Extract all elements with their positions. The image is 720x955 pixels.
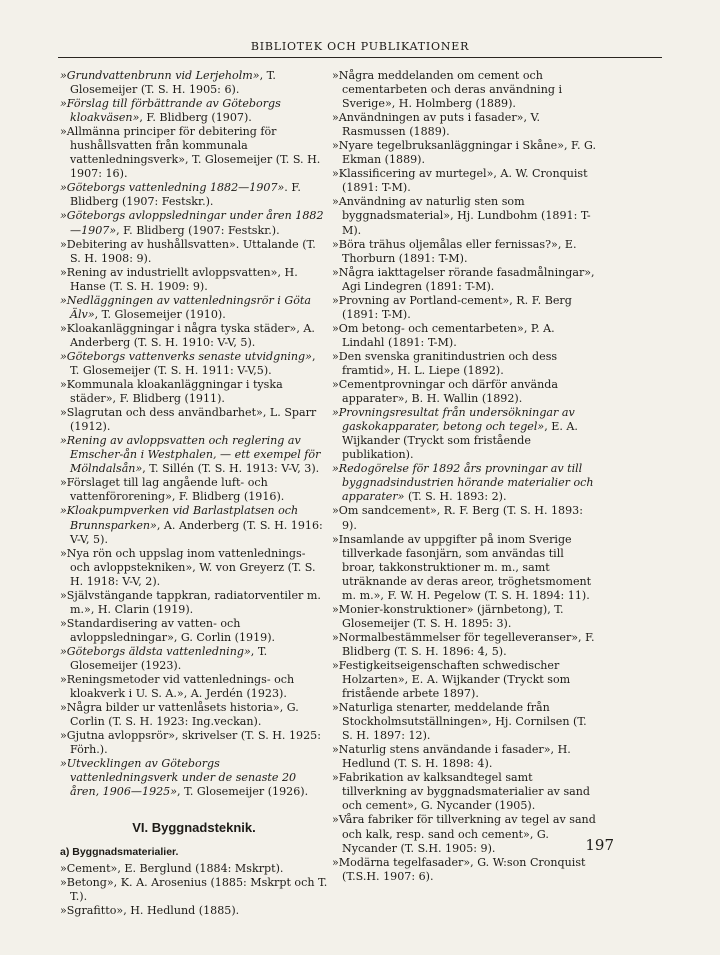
section-entry-list [60,862,328,918]
entry-text: »Slagrutan och dess användbarhet», L. Sparr (1912). [60,406,317,434]
entry-text: »Våra fabriker för tillverkning av tegel av sand och kalk, resp. sand och cement», G. Nycander (T. S.H. 1905: 9). [332,813,596,855]
bibliography-entry [60,69,328,97]
entry-title-italic: »Göteborgs vattenverks senaste utvidgning» [60,349,312,363]
bibliography-entry [60,97,328,125]
entry-text: »Betong», K. A. Arosenius (1885: Mskrpt och T. T.). [60,875,328,903]
entry-text: »Debitering av hushållsvatten». Uttalande (T. S. H. 1908: 9). [60,237,316,265]
bibliography-entry [332,378,600,406]
bibliography-entry [332,701,600,743]
bibliography-entry [60,125,328,181]
bibliography-entry [332,504,600,532]
entry-text: »Sgrafitto», H. Hedlund (1885). [60,903,240,917]
bibliography-entry [60,729,328,757]
bibliography-entry [60,617,328,645]
entry-text: »Om sandcement», R. F. Berg (T. S. H. 1893: 9). [332,504,583,532]
entry-text: »Klassificering av murtegel», A. W. Cronquist (1891: T-M). [332,167,588,195]
bibliography-entry [60,876,328,904]
entry-text: (T. S. H. 1893: 2). [404,490,507,504]
entry-text: »Några meddelanden om cement och cementarbeten och deras användning i Sverige», H. Holmberg (1889). [332,69,563,111]
bibliography-entry [60,434,328,476]
entry-text: , T. Glosemeijer (T. S. H. 1905: 6). [70,69,276,97]
entry-title-italic: »Göteborgs avloppsledningar under åren 1882—1907» [60,209,324,237]
entry-text: »Gjutna avloppsrör», skrivelser (T. S. H. 1925: Förh.). [60,729,321,757]
entry-text: »Normalbestämmelser för tegelleveranser», F. Blidberg (T. S. H. 1896: 4, 5). [332,630,595,658]
entry-text: , T. Glosemeijer (1923). [70,644,268,672]
entry-text: »Monier-konstruktioner» (järnbetong), T. Glosemeijer (T. S. H. 1895: 3). [332,602,564,630]
bibliography-entry [60,378,328,406]
entry-text: , F. Blidberg (1907: Festskr.). [116,223,280,237]
bibliography-entry [332,294,600,322]
entry-text: »Nyare tegelbruksanläggningar i Skåne», F. G. Ekman (1889). [332,139,597,167]
entry-text: , T. Glosemeijer (1910). [94,307,226,321]
bibliography-entry [332,533,600,603]
bibliography-entry [332,322,600,350]
bibliography-entry [332,856,600,884]
entry-title-italic: »Göteborgs äldsta vattenledning» [60,644,251,658]
entry-text: »Festigkeitseigenschaften schwedischer Holzarten», E. A. Wijkander (Tryckt som fristående arbete 1897). [332,658,571,701]
entry-text: »Standardisering av vatten- och avloppsledningar», G. Corlin (1919). [60,616,276,644]
entry-text: , T. Glosemeijer (1926). [177,785,309,799]
bibliography-entry [60,406,328,434]
bibliography-entry [332,462,600,504]
entry-text: »Några iakttagelser rörande fasadmålningar», Agi Lindegren (1891: T-M). [332,265,595,293]
entry-text: , T. Glosemeijer (T. S. H. 1911: V-V,5). [70,349,316,377]
entry-text: »Nya rön och uppslag inom vattenlednings- och avloppstekniken», W. von Greyerz (T. S. H. 1918: V-V, 2). [60,546,316,588]
entry-text: »Kommunala kloakanläggningar i tyska städer», F. Blidberg (1911). [60,378,283,406]
section-subtitle: a) Byggnadsmaterialier. [60,846,179,859]
entry-title-italic: »Kloakpumpverken vid Barlastplatsen och Brunnsparken» [60,504,299,532]
bibliography-entry [332,743,600,771]
entry-text: »Användningen av puts i fasader», V. Rasmussen (1889). [332,111,541,139]
bibliography-entry [60,673,328,701]
bibliography-entry [60,757,328,799]
entry-text: , F. Blidberg (1907). [139,111,252,125]
entry-text: »Allmänna principer för debitering för hushållsvatten från kommunala vattenledningsverk», T. Glosemeijer (T. S. H. 1907: 16). [60,125,321,181]
bibliography-entry [60,476,328,504]
entry-text: »Självstängande tappkran, radiatorventiler m. m.», H. Clarin (1919). [60,588,321,616]
bibliography-entry [60,701,328,729]
entry-text: »Cementprovningar och därför använda apparater», B. H. Wallin (1892). [332,378,558,406]
entry-text: »Naturlig stens användande i fasader», H. Hedlund (T. S. H. 1898: 4). [332,743,571,771]
bibliography-entry [60,547,328,589]
entry-title-italic: »Grundvattenbrunn vid Lerjeholm» [60,69,260,82]
entry-text: »Kloakanläggningar i några tyska städer», A. Anderberg (T. S. H. 1910: V-V, 5). [60,321,315,349]
bibliography-entry [332,659,600,701]
right-entry-list [332,69,600,884]
bibliography-entry [332,69,600,111]
bibliography-entry [332,167,600,195]
entry-text: »Om betong- och cementarbeten», P. A. Lindahl (1891: T-M). [332,321,555,349]
entry-text: »Fabrikation av kalksandtegel samt tillverkning av byggnadsmaterialier av sand och cement», G. Nycander (1905). [332,771,591,813]
bibliography-entry [332,406,600,462]
bibliography-entry [332,350,600,378]
entry-text: »Naturliga stenarter, meddelande från Stockholmsutställningen», Hj. Cornilsen (T. S. H. 1897: 12). [332,701,587,743]
entry-title-italic: »Nedläggningen av vattenledningsrör i Göta Älv» [60,293,311,321]
entry-text: . F. Blidberg (1907: Festskr.). [70,181,301,209]
bibliography-entry [332,266,600,294]
bibliography-entry [60,350,328,378]
entry-title-italic: »Redogörelse för 1892 års provningar av till byggnadsindustrien hörande materialier och apparater» [332,462,594,504]
bibliography-entry [60,862,328,876]
bibliography-entry [60,589,328,617]
left-column [60,69,328,918]
bibliography-entry [60,294,328,322]
running-head: BIBLIOTEK OCH PUBLIKATIONER [250,40,470,53]
entry-text: »Användning av naturlig sten som byggnadsmaterial», Hj. Lundbohm (1891: T-M). [332,195,591,237]
bibliography-entry [332,238,600,266]
entry-text: »Reningsmetoder vid vattenlednings- och kloakverk i U. S. A.», A. Jerdén (1923). [60,673,295,701]
entry-title-italic: »Provningsresultat från undersökningar av gaskokapparater, betong och tegel» [332,406,575,434]
right-column [332,69,600,884]
entry-title-italic: »Utvecklingen av Göteborgs vattenledningsverk under de senaste 20 åren, 1906—1925» [60,757,297,799]
entry-text: , A. Anderberg (T. S. H. 1916: V-V, 5). [70,518,323,546]
bibliography-entry [60,504,328,546]
bibliography-entry [60,266,328,294]
bibliography-entry [60,209,328,237]
page-number: 197 [585,836,614,854]
bibliography-entry [332,771,600,813]
entry-text: »Cement», E. Berglund (1884: Mskrpt). [60,861,284,875]
entry-text: »Böra trähus oljemålas eller fernissas?», E. Thorburn (1891: T-M). [332,237,577,265]
bibliography-entry [60,645,328,673]
entry-title-italic: »Göteborgs vattenledning 1882—1907» [60,181,285,195]
entry-title-italic: »Förslag till förbättrande av Göteborgs kloakväsen» [60,97,281,125]
bibliography-entry [60,322,328,350]
left-entry-list [60,69,328,799]
entry-title-italic: »Rening av avloppsvatten och reglering av Emscher-ån i Westphalen, — ett exempel för Mölndalsån» [60,434,321,476]
bibliography-entry [332,195,600,237]
entry-text: »Insamlande av uppgifter på inom Sverige tillverkade fasonjärn, som användas till broar, takkonstruktioner m. m., samt uträknande av deras areor, tröghetsmoment m. m.», F. W. H. Pegelow (T. S. H. 1894: 11). [332,532,592,602]
entry-text: »Rening av industriellt avloppsvatten», H. Hanse (T. S. H. 1909: 9). [60,265,298,293]
bibliography-entry [332,813,600,855]
entry-text: , E. A. Wijkander (Tryckt som fristående publikation). [342,420,578,462]
bibliography-entry [60,181,328,209]
header-rule [58,57,662,58]
bibliography-entry [60,238,328,266]
bibliography-entry [332,631,600,659]
entry-text: »Modärna tegelfasader», G. W:son Cronquist (T.S.H. 1907: 6). [332,855,586,883]
entry-text: »Några bilder ur vattenlåsets historia», G. Corlin (T. S. H. 1923: Ing.veckan). [60,701,299,729]
bibliography-entry [332,111,600,139]
entry-text: »Provning av Portland-cement», R. F. Berg (1891: T-M). [332,293,572,321]
bibliography-entry [332,139,600,167]
section-title: VI. Byggnadsteknik. [132,820,256,836]
entry-text: , T. Sillén (T. S. H. 1913: V-V, 3). [142,462,320,476]
bibliography-entry [332,603,600,631]
entry-text: »Den svenska granitindustrien och dess framtid», H. L. Liepe (1892). [332,349,558,377]
entry-text: »Förslaget till lag angående luft- och vattenförorening», F. Blidberg (1916). [60,476,285,504]
bibliography-entry [60,904,328,918]
